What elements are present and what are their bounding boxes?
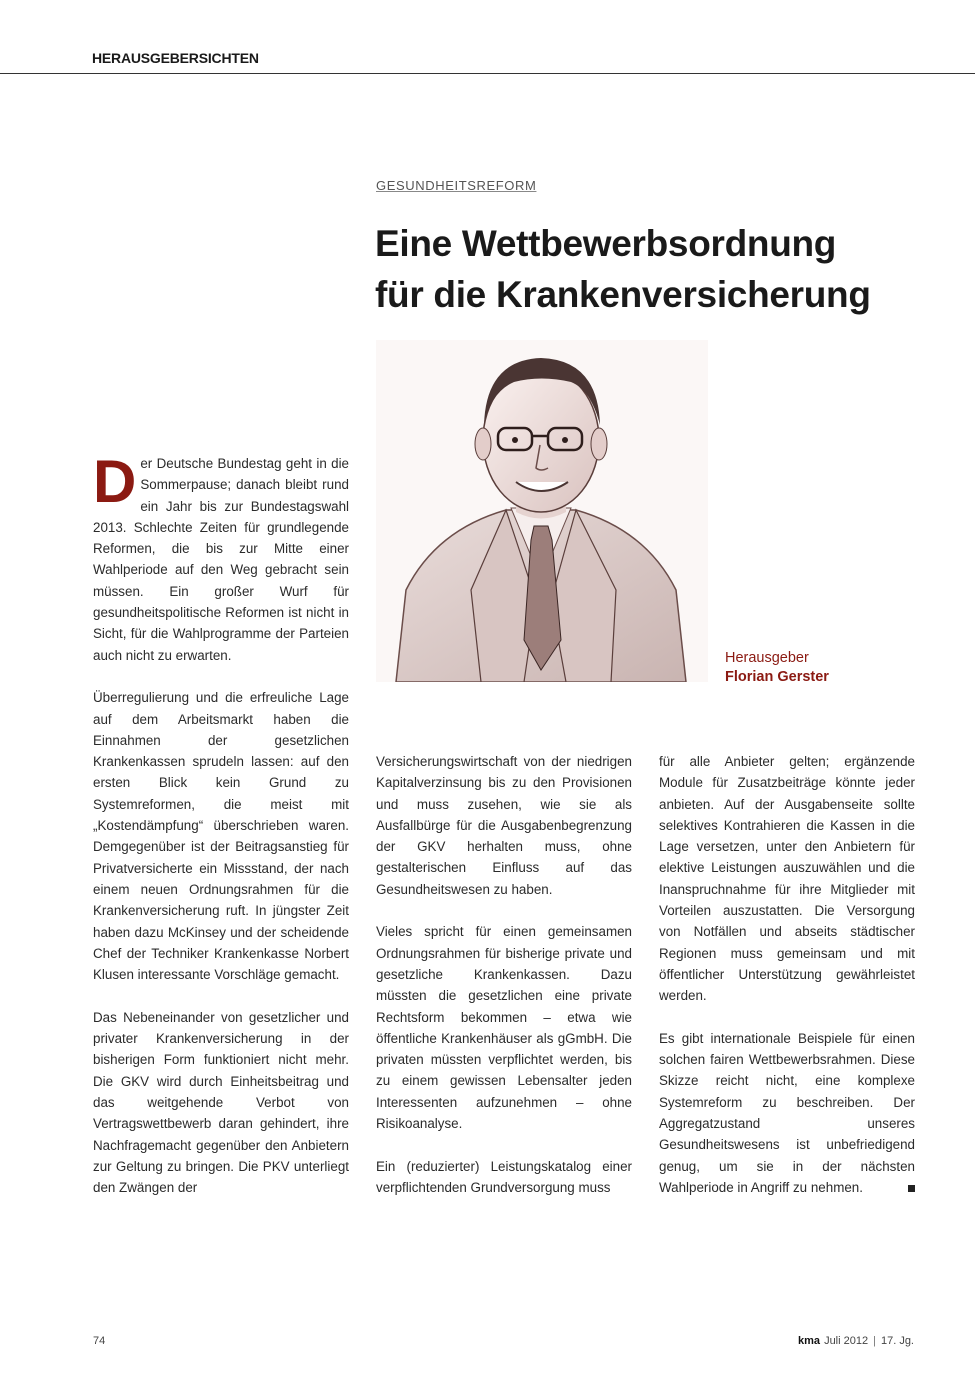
paragraph-text: er Deutsche Bundestag geht in die Sommerpause; danach bleibt rund ein Jahr bis zur Bundestagswahl 2013. Schlechte Zeiten für grundlegende Reformen, die bis zur Mitte einer Wahlperiode auf den Weg gebracht sein müssen. Ein großer Wurf für gesundheitspolitische Reformen ist nicht in Sicht, für die Wahlprogramme der Parteien auch nicht zu erwarten.: [93, 456, 349, 663]
paragraph: für alle Anbieter gelten; ergänzende Module für Zusatzbeiträge könnte jeder anbieten. Auf der Ausgabenseite sollte selektives Kontrahieren die Kassen in die Lage versetzen, unter den Anbietern für elektive Leistungen auszuwählen und die Inanspruchnahme für ihre Mitglieder mit Vorteilen auszustatten. Die Versorgung von Notfällen und abseits städtischer Regionen muss gemeinsam und mit öffentlicher Unterstützung gewährleistet werden.: [659, 754, 915, 1004]
page-number: 74: [93, 1335, 106, 1347]
portrait-photo: [376, 340, 708, 682]
end-mark-icon: [908, 1185, 915, 1192]
article-title-line-1: Eine Wettbewerbsordnung: [375, 223, 837, 264]
drop-cap: D: [93, 448, 137, 515]
issue-date: Juli 2012: [824, 1335, 869, 1347]
caption-role: Herausgeber: [725, 650, 809, 666]
volume: 17. Jg.: [880, 1335, 914, 1347]
paragraph: Vieles spricht für einen gemeinsamen Ordnungsrahmen für bisherige private und gesetzliche Krankenkassen. Dazu müssten die gesetzlichen eine private Rechtsform bekommen – etwa wie öffentliche Krankenhäuser als gGmbH. Die privaten müssten verpflichtet werden, bis zu einem gewissen Lebensalter jeden Interessenten aufzunehmen – ohne Risikoanalyse.: [376, 924, 632, 1132]
body-column-2: [376, 751, 632, 1198]
paragraph: [659, 1028, 915, 1198]
paragraph-text: Es gibt internationale Beispiele für einen solchen fairen Wettbewerbsrahmen. Diese Skizze reicht nicht, eine komplexe Systemreform zu beschreiben. Der Aggregatzustand unseres Gesundheitswesens ist unbefriedigend genug, um sie in der nächsten Wahlperiode in Angriff zu nehmen.: [659, 1030, 915, 1195]
article-title: [375, 218, 935, 320]
footer-issue-info: [798, 1335, 914, 1347]
photo-caption: [725, 649, 829, 687]
footer-separator: |: [873, 1335, 876, 1347]
magazine-brand: kma: [798, 1335, 821, 1347]
paragraph: Versicherungswirtschaft von der niedrigen Kapitalverzinsung bis zu den Provisionen und muss zusehen, wie sie als Ausfallbürge für die Ausgabenbegrenzung der GKV herhalten muss, ohne gestalterischen Einfluss auf das Gesundheitswesen zu haben.: [376, 754, 632, 897]
article-title-line-2: für die Krankenversicherung: [375, 274, 871, 315]
paragraph: [93, 448, 349, 666]
body-column-3: [659, 751, 915, 1198]
paragraph: Das Nebeneinander von gesetzlicher und privater Krankenversicherung in der bisherigen Form funktioniert nicht mehr. Die GKV wird durch Einheitsbeitrag und das weitgehende Verbot von Vertragswettbewerb daran gehindert, ihre Nachfragemacht gegenüber den Anbietern zur Geltung zu bringen. Die PKV unterliegt den Zwängen der: [93, 1009, 349, 1196]
paragraph: Überregulierung und die erfreuliche Lage auf dem Arbeitsmarkt haben die Einnahmen der gesetzlichen Krankenkassen sprudeln lassen: auf den ersten Blick kein Grund zu Systemreformen, die meist mit „Kostendämpfung“ überschrieben waren. Demgegenüber ist der Beitragsanstieg für Privatversicherte ein Missstand, der nach einem neuen Ordnungsrahmen für die Krankenversicherung ruft. In jüngster Zeit haben dazu McKinsey und der scheidende Chef der Techniker Krankenkasse Norbert Klusen interessante Vorschläge gemacht.: [93, 690, 349, 983]
portrait-illustration: [376, 340, 708, 682]
paragraph: Ein (reduzierter) Leistungskatalog einer verpflichtenden Grundversorgung muss: [376, 1158, 632, 1195]
body-column-1: [93, 448, 349, 1198]
article-kicker: GESUNDHEITSREFORM: [376, 178, 537, 193]
section-label: HERAUSGEBERSICHTEN: [92, 50, 259, 66]
header-rule: [0, 73, 975, 74]
caption-name: Florian Gerster: [725, 669, 829, 685]
